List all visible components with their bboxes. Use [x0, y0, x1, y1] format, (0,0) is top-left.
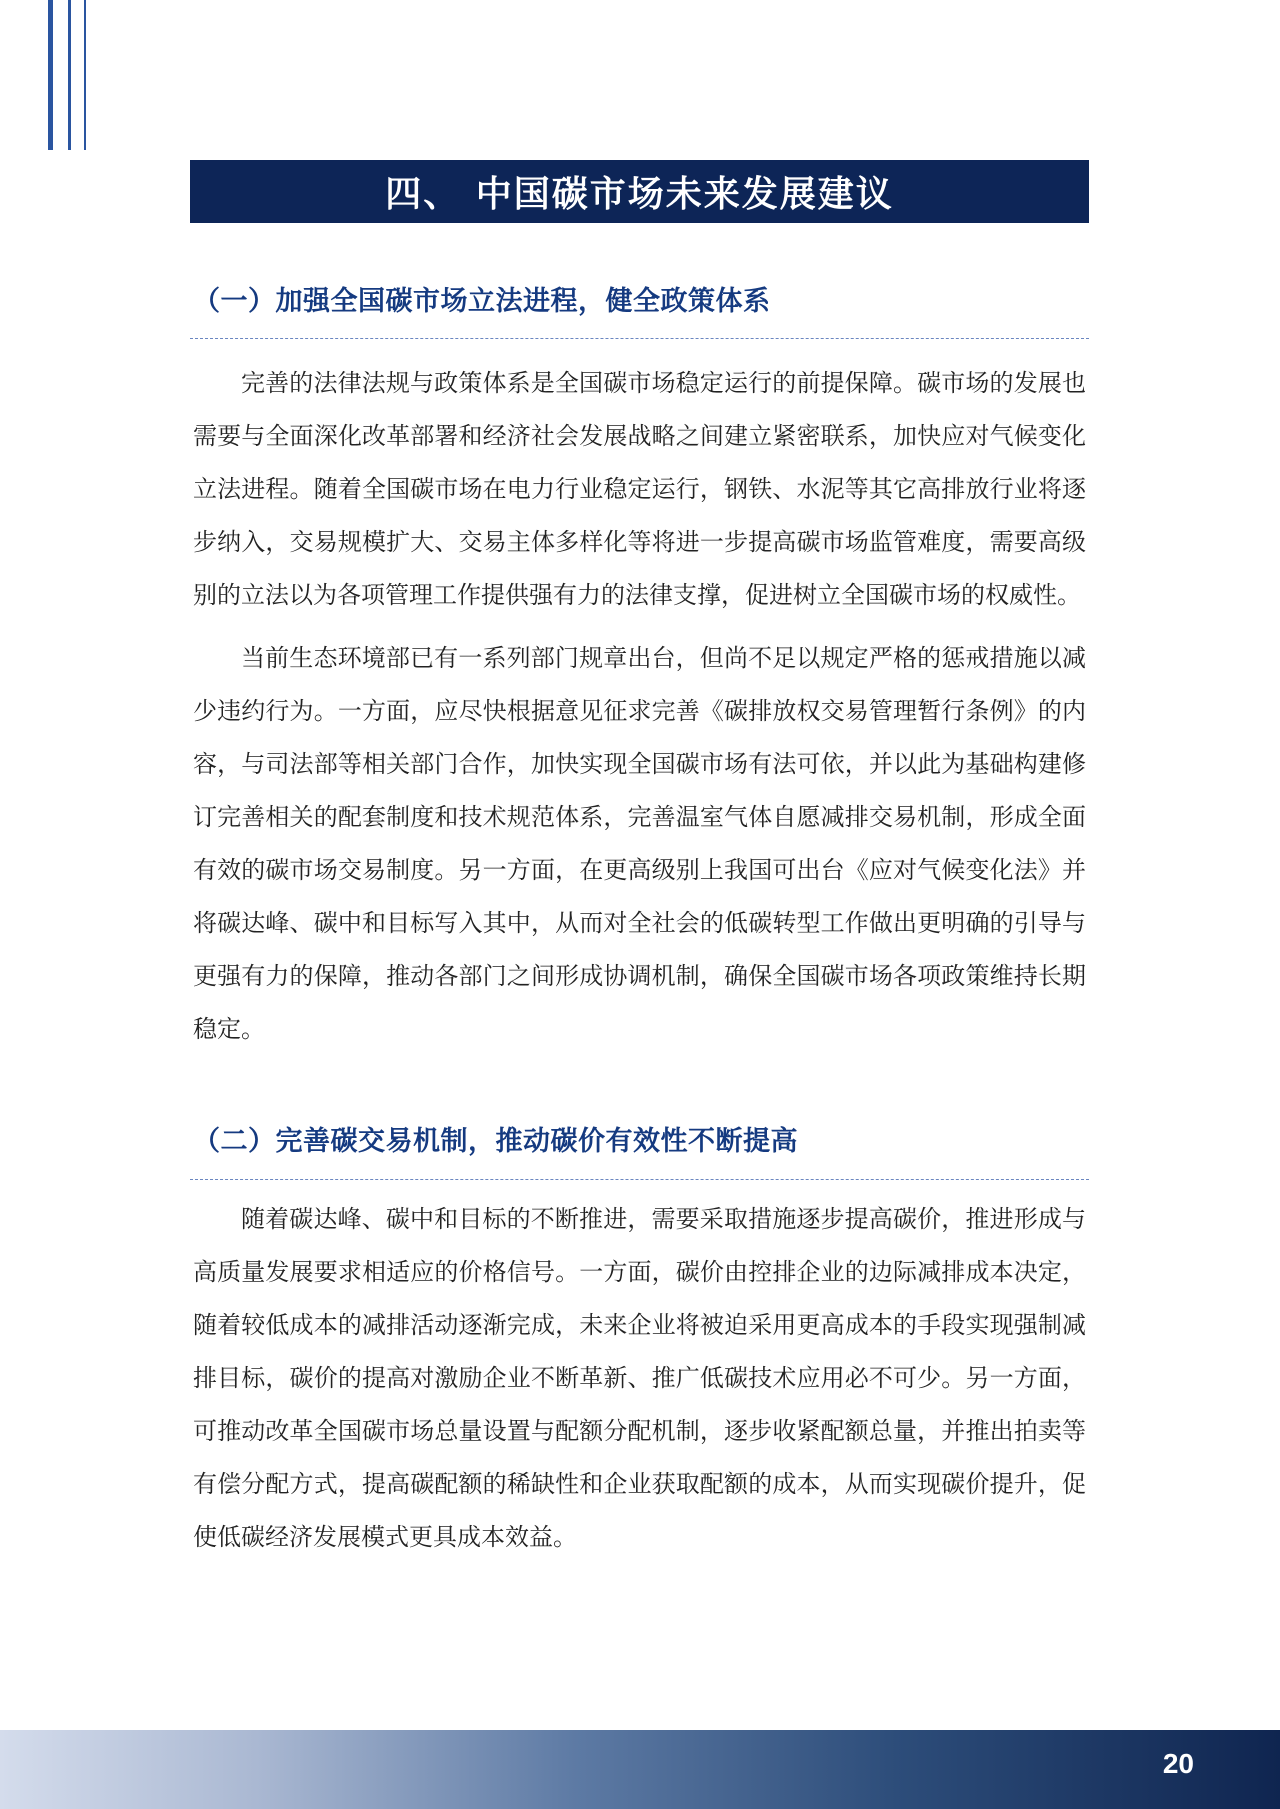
section-2-divider: [190, 1179, 1089, 1180]
chapter-title: 四、 中国碳市场未来发展建议: [385, 174, 894, 215]
section-1-paragraph-1: 完善的法律法规与政策体系是全国碳市场稳定运行的前提保障。碳市场的发展也需要与全面深化改革部署和经济社会发展战略之间建立紧密联系，加快应对气候变化立法进程。随着全国碳市场在电力行业稳定运行，钢铁、水泥等其它高排放行业将逐步纳入，交易规模扩大、交易主体多样化等将进一步提高碳市场监管难度，需要高级别的立法以为各项管理工作提供强有力的法律支撑，促进树立全国碳市场的权威性。: [193, 369, 1086, 609]
section-1-body: [193, 357, 1086, 1056]
chapter-banner: [190, 160, 1089, 223]
section-2-body: [193, 1193, 1086, 1564]
decorative-stripe: [84, 0, 86, 150]
decorative-stripe: [48, 0, 53, 150]
decorative-stripe: [68, 0, 71, 150]
page-number: 20: [1162, 1748, 1194, 1779]
section-1-paragraph-2: 当前生态环境部已有一系列部门规章出台，但尚不足以规定严格的惩戒措施以减少违约行为。一方面，应尽快根据意见征求完善《碳排放权交易管理暂行条例》的内容，与司法部等相关部门合作，加快实现全国碳市场有法可依，并以此为基础构建修订完善相关的配套制度和技术规范体系，完善温室气体自愿减排交易机制，形成全面有效的碳市场交易制度。另一方面，在更高级别上我国可出台《应对气候变化法》并将碳达峰、碳中和目标写入其中，从而对全社会的低碳转型工作做出更明确的引导与更强有力的保障，推动各部门之间形成协调机制，确保全国碳市场各项政策维持长期稳定。: [193, 644, 1086, 1043]
section-1-heading-block: [193, 282, 1086, 322]
section-1-title: （一）加强全国碳市场立法进程，健全政策体系: [193, 286, 771, 317]
section-2-heading-block: [193, 1122, 1086, 1162]
section-2-paragraph-1: 随着碳达峰、碳中和目标的不断推进，需要采取措施逐步提高碳价，推进形成与高质量发展要求相适应的价格信号。一方面，碳价由控排企业的边际减排成本决定，随着较低成本的减排活动逐渐完成，未来企业将被迫采用更高成本的手段实现强制减排目标，碳价的提高对激励企业不断革新、推广低碳技术应用必不可少。另一方面，可推动改革全国碳市场总量设置与配额分配机制，逐步收紧配额总量，并推出拍卖等有偿分配方式，提高碳配额的稀缺性和企业获取配额的成本，从而实现碳价提升，促使低碳经济发展模式更具成本效益。: [193, 1205, 1086, 1551]
section-2-title: （二）完善碳交易机制，推动碳价有效性不断提高: [193, 1126, 798, 1157]
section-1-divider: [190, 338, 1089, 339]
footer-band: [0, 1730, 1280, 1809]
